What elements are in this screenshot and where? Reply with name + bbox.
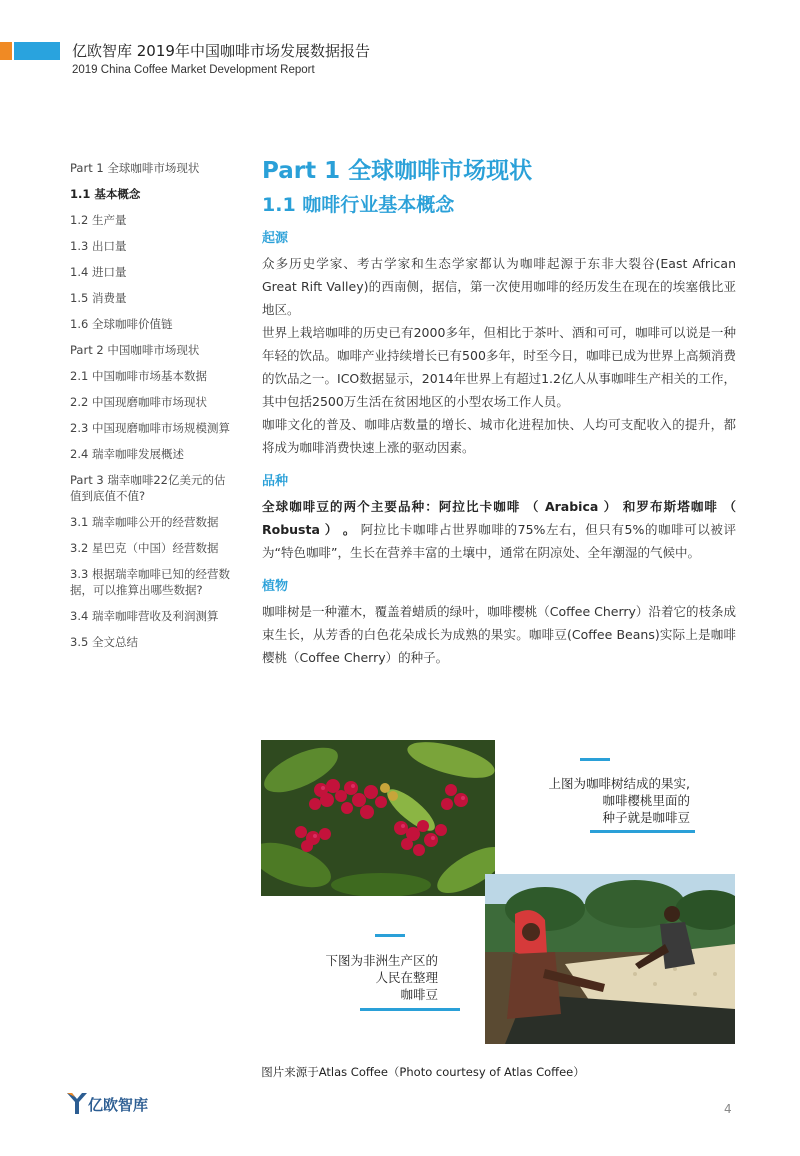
- caption-bottom-line-1: 下图为非洲生产区的: [325, 953, 438, 968]
- toc-item[interactable]: 1.4 进口量: [70, 265, 127, 279]
- origin-paragraph-3: 咖啡文化的普及、咖啡店数量的增长、城市化进程加快、人均可支配收入的提升，都将成为咖啡消费快速上涨的驱动因素。: [262, 417, 736, 455]
- toc-item[interactable]: Part 2 中国咖啡市场现状: [70, 343, 200, 357]
- section-title: 1.1 咖啡行业基本概念: [262, 194, 455, 216]
- caption-bottom-line-3: 咖啡豆: [400, 987, 438, 1002]
- workers-sorting-beans-photo: [485, 874, 735, 1044]
- toc-item[interactable]: 3.4 瑞幸咖啡营收及利润测算: [70, 609, 219, 623]
- toc-item[interactable]: 1.3 出口量: [70, 239, 127, 253]
- variety-heading: 品种: [262, 474, 289, 489]
- variety-bold-text: 全球咖啡豆的两个主要品种：阿拉比卡咖啡 （ Arabica ） 和罗布斯塔咖啡 （ Robusta ） 。: [262, 499, 736, 537]
- toc-item[interactable]: 3.3 根据瑞幸咖啡已知的经营数据，可以推算出哪些数据?: [70, 567, 230, 597]
- caption-bottom: [260, 952, 438, 1003]
- caption-top-accent-line: [580, 758, 610, 761]
- variety-paragraph: [262, 495, 736, 564]
- toc-item[interactable]: Part 1 全球咖啡市场现状: [70, 161, 200, 175]
- report-title: 亿欧智库 2019年中国咖啡市场发展数据报告: [72, 42, 370, 60]
- toc-item[interactable]: 2.3 中国现磨咖啡市场规模测算: [70, 421, 230, 435]
- plant-heading: 植物: [262, 579, 289, 594]
- toc-item[interactable]: 1.2 生产量: [70, 213, 127, 227]
- logo-text: 亿欧智库: [88, 1096, 149, 1114]
- origin-heading: 起源: [262, 231, 289, 246]
- toc-item[interactable]: Part 3 瑞幸咖啡22亿美元的估值到底值不值?: [70, 473, 226, 503]
- table-of-contents: [70, 160, 230, 660]
- toc-item-active[interactable]: 1.1 基本概念: [70, 187, 141, 201]
- toc-item[interactable]: 3.5 全文总结: [70, 635, 138, 649]
- caption-top: [470, 775, 690, 826]
- report-subtitle: 2019 China Coffee Market Development Report: [72, 64, 315, 76]
- toc-item[interactable]: 2.2 中国现磨咖啡市场现状: [70, 395, 207, 409]
- caption-top-line-1: 上图为咖啡树结成的果实,: [548, 776, 690, 791]
- main-content: [262, 152, 736, 669]
- page-number: 4: [724, 1102, 732, 1116]
- origin-paragraph-2: 世界上栽培咖啡的历史已有2000多年，但相比于茶叶、酒和可可，咖啡可以说是一种年轻的饮品。咖啡产业持续增长已有500多年，时至今日，咖啡已成为世界上高频消费的饮品之一。ICO数据显示，2014年世界上有超过1.2亿人从事咖啡生产相关的工作，其中包括2500万生活在贫困地区的小型农场工作人员。: [262, 325, 736, 409]
- caption-bottom-line-2: 人民在整理: [375, 970, 438, 985]
- toc-item[interactable]: 3.2 星巴克（中国）经营数据: [70, 541, 219, 555]
- header-accent-blue: [14, 42, 60, 60]
- coffee-cherries-photo: [261, 740, 495, 896]
- plant-paragraph: 咖啡树是一种灌木，覆盖着蜡质的绿叶，咖啡樱桃（Coffee Cherry）沿着它的枝条成束生长，从芳香的白色花朵成长为成熟的果实。咖啡豆(Coffee Beans)实际上是咖啡樱桃（Coffee Cherry）的种子。: [262, 604, 736, 665]
- logo-mark-icon: [66, 1090, 88, 1116]
- caption-top-line-3: 种子就是咖啡豆: [602, 810, 690, 825]
- company-logo: [66, 1090, 176, 1118]
- caption-bottom-underline: [360, 1008, 460, 1011]
- toc-item[interactable]: 1.6 全球咖啡价值链: [70, 317, 173, 331]
- toc-item[interactable]: 2.4 瑞幸咖啡发展概述: [70, 447, 184, 461]
- origin-paragraph-1: 众多历史学家、考古学家和生态学家都认为咖啡起源于东非大裂谷(East African Great Rift Valley)的西南侧，据信，第一次使用咖啡的经历发生在现在的埃塞俄比亚地区。: [262, 256, 736, 317]
- photo-credit: 图片来源于Atlas Coffee（Photo courtesy of Atlas Coffee）: [261, 1065, 585, 1079]
- part-title: Part 1 全球咖啡市场现状: [262, 158, 533, 184]
- toc-item[interactable]: 2.1 中国咖啡市场基本数据: [70, 369, 207, 383]
- toc-item[interactable]: 3.1 瑞幸咖啡公开的经营数据: [70, 515, 219, 529]
- caption-bottom-accent-line: [375, 934, 405, 937]
- caption-top-underline: [590, 830, 695, 833]
- caption-top-line-2: 咖啡樱桃里面的: [602, 793, 690, 808]
- variety-text: 阿拉比卡咖啡占世界咖啡的75%左右，但只有5%的咖啡可以被评为“特色咖啡”，生长在营养丰富的土壤中，通常在阴凉处、全年潮湿的气候中。: [262, 522, 736, 560]
- toc-item[interactable]: 1.5 消费量: [70, 291, 127, 305]
- header-accent-orange: [0, 42, 12, 60]
